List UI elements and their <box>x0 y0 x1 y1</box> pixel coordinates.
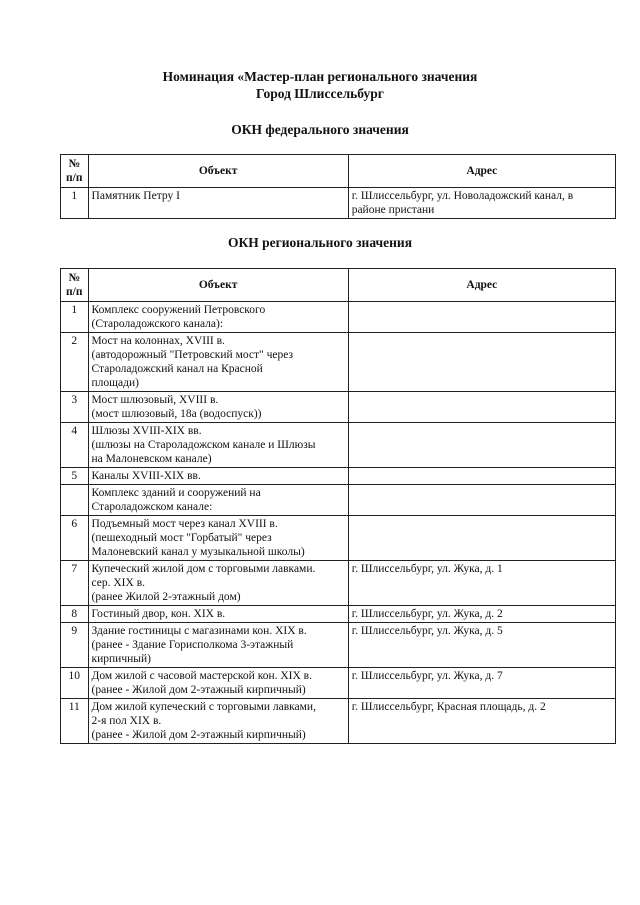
column-header-address: Адрес <box>348 269 615 302</box>
row-number: 8 <box>61 606 89 623</box>
address-cell <box>348 485 615 516</box>
table-row <box>61 561 616 606</box>
address-cell <box>348 302 615 333</box>
federal-heading: ОКН федерального значения <box>231 122 409 137</box>
address-cell <box>348 516 615 561</box>
table-row <box>61 468 616 485</box>
address-cell: г. Шлиссельбург, ул. Новоладожский канал, в районе пристани <box>348 188 615 219</box>
object-cell: Мост на колоннах, XVIII в. (автодорожный "Петровский мост" через Староладожский канал на Красной площади) <box>88 333 348 392</box>
row-number: 1 <box>61 302 89 333</box>
table-row <box>61 516 616 561</box>
row-number: 3 <box>61 392 89 423</box>
row-number: 6 <box>61 516 89 561</box>
table-row <box>61 699 616 744</box>
table-row <box>61 333 616 392</box>
row-number: 7 <box>61 561 89 606</box>
regional-table <box>60 268 616 744</box>
object-cell: Памятник Петру I <box>88 188 348 219</box>
address-cell <box>348 468 615 485</box>
object-cell: Дом жилой с часовой мастерской кон. XIX в. (ранее - Жилой дом 2-этажный кирпичный) <box>88 668 348 699</box>
address-cell: г. Шлиссельбург, ул. Жука, д. 5 <box>348 623 615 668</box>
table-header-row <box>61 155 616 188</box>
row-number: 1 <box>61 188 89 219</box>
table-row <box>61 392 616 423</box>
row-number: 2 <box>61 333 89 392</box>
column-header-number: № п/п <box>61 155 89 188</box>
column-header-address: Адрес <box>348 155 615 188</box>
table-row <box>61 485 616 516</box>
object-cell: Комплекс сооружений Петровского (Староладожского канала): <box>88 302 348 333</box>
table-row <box>61 188 616 219</box>
document-title-line2: Город Шлиссельбург <box>256 86 384 101</box>
object-cell: Здание гостиницы с магазинами кон. XIX в. (ранее - Здание Горисполкома 3-этажный кирпичный) <box>88 623 348 668</box>
object-cell: Комплекс зданий и сооружений на Староладожском канале: <box>88 485 348 516</box>
row-number <box>61 485 89 516</box>
table-row <box>61 423 616 468</box>
address-cell: г. Шлиссельбург, ул. Жука, д. 7 <box>348 668 615 699</box>
row-number: 11 <box>61 699 89 744</box>
table-row <box>61 623 616 668</box>
object-cell: Шлюзы XVIII-XIX вв. (шлюзы на Староладожском канале и Шлюзы на Малоневском канале) <box>88 423 348 468</box>
address-cell <box>348 333 615 392</box>
column-header-object: Объект <box>88 269 348 302</box>
row-number: 10 <box>61 668 89 699</box>
address-cell: г. Шлиссельбург, ул. Жука, д. 1 <box>348 561 615 606</box>
address-cell: г. Шлиссельбург, ул. Жука, д. 2 <box>348 606 615 623</box>
column-header-number: № п/п <box>61 269 89 302</box>
address-cell: г. Шлиссельбург, Красная площадь, д. 2 <box>348 699 615 744</box>
object-cell: Каналы XVIII-XIX вв. <box>88 468 348 485</box>
object-cell: Мост шлюзовый, XVIII в. (мост шлюзовый, 18а (водоспуск)) <box>88 392 348 423</box>
address-cell <box>348 423 615 468</box>
object-cell: Купеческий жилой дом с торговыми лавками. сер. XIX в. (ранее Жилой 2-этажный дом) <box>88 561 348 606</box>
row-number: 5 <box>61 468 89 485</box>
regional-heading: ОКН регионального значения <box>227 235 412 250</box>
address-cell <box>348 392 615 423</box>
table-row <box>61 668 616 699</box>
document-title-line1: Номинация «Мастер-план регионального значения <box>162 69 478 84</box>
table-header-row <box>61 269 616 302</box>
column-header-object: Объект <box>88 155 348 188</box>
row-number: 9 <box>61 623 89 668</box>
row-number: 4 <box>61 423 89 468</box>
object-cell: Гостиный двор, кон. XIX в. <box>88 606 348 623</box>
federal-table <box>60 154 616 219</box>
object-cell: Дом жилой купеческий с торговыми лавками, 2-я пол XIX в. (ранее - Жилой дом 2-этажный кирпичный) <box>88 699 348 744</box>
object-cell: Подъемный мост через канал XVIII в. (пешеходный мост "Горбатый" через Малоневский канал у музыкальной школы) <box>88 516 348 561</box>
table-row <box>61 606 616 623</box>
table-row <box>61 302 616 333</box>
